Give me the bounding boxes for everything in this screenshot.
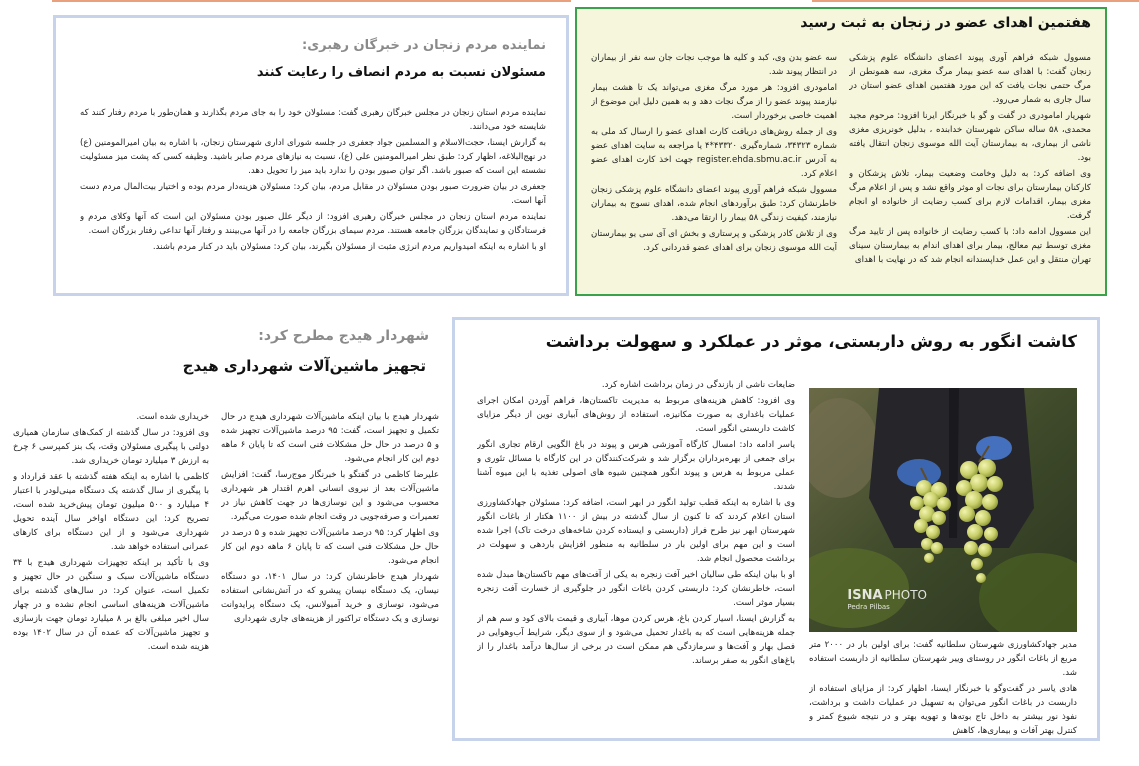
- article-kicker: نماینده مردم زنجان در خبرگان رهبری:: [302, 38, 546, 53]
- paragraph: شهردار هیدج با بیان اینکه ماشین‌آلات شهرداری هیدج در حال تکمیل و تجهیز است، گفت: ۹۵ درصد ماشین‌آلات تجهیز شده و ۵ درصد در حال حل مشکلات فنی است که تا پایان ۶ ماهه دوم این کار انجام می‌شود.: [221, 412, 439, 464]
- paragraph: هادی یاسر در گفت‌وگو با خبرنگار ایسنا، اظهار کرد: از مزایای استفاده از داربست در باغات انگور می‌توان به تسهیل در عملیات داشت و برداشت، نفوذ نور بیشتر به داخل تاج بوته‌ها و تهویه بهتر و در نتیجه شیوع کمتر و کنترل بهتر آفات و بیماری‌ها، کاهش: [809, 684, 1077, 736]
- paragraph: شهردار هیدج خاطرنشان کرد: در سال ۱۴۰۱، دو دستگاه نیسان، یک دستگاه نیسان پیشرو که در آتش‌نشانی استفاده می‌شود، نوسازی و خرید آمبولانس، یک دستگاه پرایدوانت نوسازی و یک دستگاه تراکتور از هزینه‌های جاری شهرداری: [221, 572, 439, 624]
- paragraph: وی از جمله روش‌های دریافت کارت اهدای عضو را ارسال کد ملی به شماره ۳۴۳۲۳، شماره‌گیری ۴۳۳۲۰*۴ یا مراجعه به سایت اهدای عضو به آدرس register.ehda.sbmu.ac.ir جهت اخذ کارت اهدای عضو اعلام کرد.: [591, 127, 837, 179]
- paragraph: او با اشاره به اینکه امیدواریم مردم انرژی مثبت از مسئولان بگیرند، بیان کرد: مسئولان باید در کنار مردم باشند.: [152, 242, 546, 252]
- grape-article: [452, 317, 1100, 741]
- paragraph: نماینده مردم استان زنجان در مجلس خبرگان رهبری افزود: از دیگر علل صبور بودن مسئولان این است که آنها وکلای مردم و فرستادگان و نمایندگان بزرگان جامعه هستند. مردم سیمای بزرگان جامعه را در آنها می‌بینند و رفتار آنها تداعی رفتار بزرگان است.: [80, 212, 546, 236]
- paragraph: مسوول شبکه فراهم آوری پیوند اعضای دانشگاه علوم پزشکی زنجان گفت: با اهدای سه عضو بیمار مرگ مغزی، سه همونطن از مرگ حتمی نجات یافت که این مورد هفتمین اهدای عضو استان در سال جاری به شمار می‌رود.: [849, 53, 1091, 105]
- mayor-title: تجهیز ماشین‌آلات شهرداری هیدج: [182, 357, 426, 375]
- mayor-column-right: [221, 410, 439, 730]
- article-column-left: [591, 51, 837, 289]
- paragraph: به گزارش ایسنا، اسیار کردن باغ، هرس کردن موها، آبیاری و قیمت بالای کود و سم هم از جمله هزینه‌هایی است که به باغدار تحمیل می‌شود و از سوی دیگر، شرایط آب‌وهوایی در فصل بهار و آفت‌ها و سرمازدگی هم ممکن است در برخی از سال‌ها درآمد باغدار را از باغ‌های انگور به صفر برساند.: [477, 614, 795, 666]
- top-accent-line-right: [812, 0, 1139, 2]
- watermark-suffix: PHOTO: [884, 588, 927, 602]
- article-column-right: [849, 51, 1091, 289]
- photo-credit: Pedra Pilbas: [847, 603, 890, 611]
- paragraph: وی با تأکید بر اینکه تجهیزات شهرداری هیدج با ۳۴ دستگاه ماشین‌آلات سبک و سنگین در حال تجهیز و تکمیل است، عنوان کرد: در سال‌های گذشته برای ماشین‌آلات هزینه‌های اساسی انجام نشده و در چهار سال اخیر مبلغی بالغ بر ۸ میلیارد تومان جهت بازسازی و تجهیز ماشین‌آلات که عمده آن در سال ۱۴۰۲ بوده هزینه شده است.: [13, 558, 209, 652]
- paragraph: وی اظهار کرد: ۹۵ درصد ماشین‌آلات تجهیز شده و ۵ درصد در حال حل مشکلات فنی است که تا پایان ۶ ماهه دوم این کار انجام می‌شود.: [221, 528, 439, 566]
- paragraph: یاسر ادامه داد: امسال کارگاه آموزشی هرس و پیوند در باغ الگویی ارقام تجاری انگور برای جمعی از بهره‌برداران برگزار شد و شرکت‌کنندگان در این کارگاه با مسائل تئوری و عملی مربوط به هرس و پیوند انگور همچنین شیوه های اصولی تغذیه با این میوه آشنا شدند.: [477, 440, 795, 492]
- paragraph: وی با اشاره به اینکه قطب تولید انگور در ابهر است، اضافه کرد: مسئولان جهادکشاورزی استان اعلام کردند که تا کنون از سال گذشته در بیش از ۱۱۰۰ هکتار از باغات انگور شهرستان ابهر نیز طرح فراز (داربستی و ایستاده کردن شاخه‌های درخت تاک) اجرا شده است و این مهم برای اولین بار در سلطانیه به منظور افزایش باردهی و سهولت در برداشت محصول انجام شد.: [477, 498, 795, 564]
- paragraph: علیرضا کاظمی در گفتگو با خبرنگار موج‌رسا، گفت: افزایش ماشین‌آلات بعد از نیروی انسانی اهرم اقتدار هر شهرداری محسوب می‌شود و این نوسازی‌ها در جهت کاهش نیاز در تعمیرات و صرفه‌جویی در وقت انجام شده صورت می‌گیرد.: [221, 470, 439, 522]
- representative-article: [53, 15, 569, 296]
- paragraph: امامودری افزود: هر مورد مرگ مغزی می‌تواند یک تا هشت بیمار نیازمند پیوند عضو را از مرگ نجات دهد و به همین دلیل این موضوع از اهمیت خاصی برخوردار است.: [591, 83, 837, 121]
- paragraph: مدیر جهادکشاورزی شهرستان سلطانیه گفت: برای اولین بار در ۲۰۰۰ متر مربع از باغات انگور در روستای وییر شهرستان سلطانیه از داربست استفاده شد.: [809, 640, 1077, 678]
- paragraph: وی افزود: در سال گذشته از کمک‌های سازمان همیاری دولتی با پیگیری مسئولان وقت، یک بنز کمپرسی ۶ چرخ به ارزش ۳ میلیارد تومان خریداری شد.: [13, 428, 209, 466]
- photo-caption: [809, 638, 1077, 738]
- mayor-column-left: [13, 410, 209, 730]
- photo-watermark: [847, 584, 927, 611]
- article-body: [80, 106, 546, 291]
- paragraph: او با بیان اینکه طی سالیان اخیر آفت زنجره به یکی از آفت‌های مهم تاکستان‌ها مبدل شده است، خاطرنشان کرد: داربستی کردن باغات انگور در جلوگیری از خسارت آفت زنجره بسیار موثر است.: [477, 570, 795, 608]
- paragraph: ضایعات ناشی از بازندگی در زمان برداشت اشاره کرد.: [601, 380, 795, 390]
- grape-photo: [809, 388, 1077, 632]
- paragraph: خریداری شده است.: [136, 412, 209, 422]
- paragraph: شهریار امامودری در گفت و گو با خبرنگار ایرنا افزود: مرحوم مجید محمدی، ۵۸ ساله ساکن شهرستان خدابنده ، بدلیل خونریزی مغزی ناشی از بیماری، به بیمارستان آیت الله موسوی زنجان انتقال یافته بود.: [849, 111, 1091, 163]
- paragraph: به گزارش ایسنا، حجت‌الاسلام و المسلمین جواد جعفری در جلسه شورای اداری شهرستان زنجان، با اشاره به بیان امیرالمومنین (ع) در نهج‌البلاغه، اظهار کرد: طبق نظر امیرالمومنین علی (ع)، نسبت به نیازهای مردم صابر باشید. وظیفه کسی که پشت میز مسئولیت نشسته این است که صبور باشد. اگر توان صبور بودن را ندارد باید میز را تحویل دهد.: [80, 138, 546, 176]
- paragraph: جعفری در بیان ضرورت صبور بودن مسئولان در مقابل مردم، بیان کرد: مسئولان هزینه‌دار مردم بوده و اختیار بیت‌المال مردم دست آنها است.: [80, 182, 546, 206]
- article-title: کاشت انگور به روش داربستی، موثر در عملکرد و سهولت برداشت: [545, 332, 1077, 351]
- paragraph: وی اضافه کرد: به دلیل وخامت وضعیت بیمار، تلاش پزشکان و کارکنان بیمارستان برای نجات او موثر واقع نشد و پس از اعلام مرگ مغزی بیمار، اقدامات لازم برای کسب رضایت از خانواده او انجام گرفت.: [849, 169, 1091, 221]
- paragraph: این مسوول ادامه داد: با کسب رضایت از خانواده پس از تایید مرگ مغزی توسط تیم معالج، بیمار برای اهدای اندام به بیمارستان سینای تهران منتقل و این عمل خداپسندانه انجام شد که در نهایت با اهدای: [849, 227, 1091, 265]
- article-title: مسئولان نسبت به مردم انصاف را رعایت کنند: [256, 65, 546, 80]
- paragraph: کاظمی با اشاره به اینکه هفته گذشته با عقد قرارداد و با پیگیری از سال گذشته یک دستگاه مینی‌لودر با اعتبار ۴ میلیارد و ۵۰۰ میلیون تومان پیش‌خرید شده است، تصریح کرد: این دستگاه اواخر سال آینده تحویل شهرداری می‌شود و از این دستگاه برای کارهای عمرانی استفاده خواهد شد.: [13, 472, 209, 552]
- paragraph: نماینده مردم استان زنجان در مجلس خبرگان رهبری گفت: مسئولان خود را به جای مردم بگذارند و همان‌طور با مردم رفتار کنند که شایسته خود می‌دانند.: [80, 108, 546, 132]
- top-accent-line-left: [52, 0, 571, 2]
- organ-donation-article: [575, 7, 1107, 296]
- paragraph: مسوول شبکه فراهم آوری پیوند اعضای دانشگاه علوم پزشکی زنجان خاطرنشان کرد: طبق برآوردهای انجام شده، اهدای نسوج به بیماران نیازمند، کیفیت زندگی ۵۸ بیمار را ارتقا می‌دهد.: [591, 185, 837, 223]
- paragraph: وی از تلاش کادر پزشکی و پرستاری و بخش ای آی سی یو بیمارستان آیت الله موسوی زنجان برای اهدای عضو قدردانی کرد.: [591, 229, 837, 253]
- article-column: [477, 378, 795, 734]
- mayor-kicker: شهردار هیدج مطرح کرد:: [258, 328, 429, 344]
- paragraph: وی افزود: کاهش هزینه‌های مربوط به مدیریت تاکستان‌ها، فراهم آوردن امکان اجرای عملیات باغداری به صورت مکانیزه، استفاده از روش‌های آبیاری نوین از دیگر مزایای کاشت داربستی انگور است.: [477, 396, 795, 434]
- paragraph: سه عضو بدن وی، کبد و کلیه ها موجب نجات جان سه نفر از بیماران در انتظار پیوند شد.: [591, 53, 837, 77]
- article-title: هفتمین اهدای عضو در زنجان به ثبت رسید: [800, 15, 1091, 31]
- watermark-brand: ISNA: [847, 588, 883, 603]
